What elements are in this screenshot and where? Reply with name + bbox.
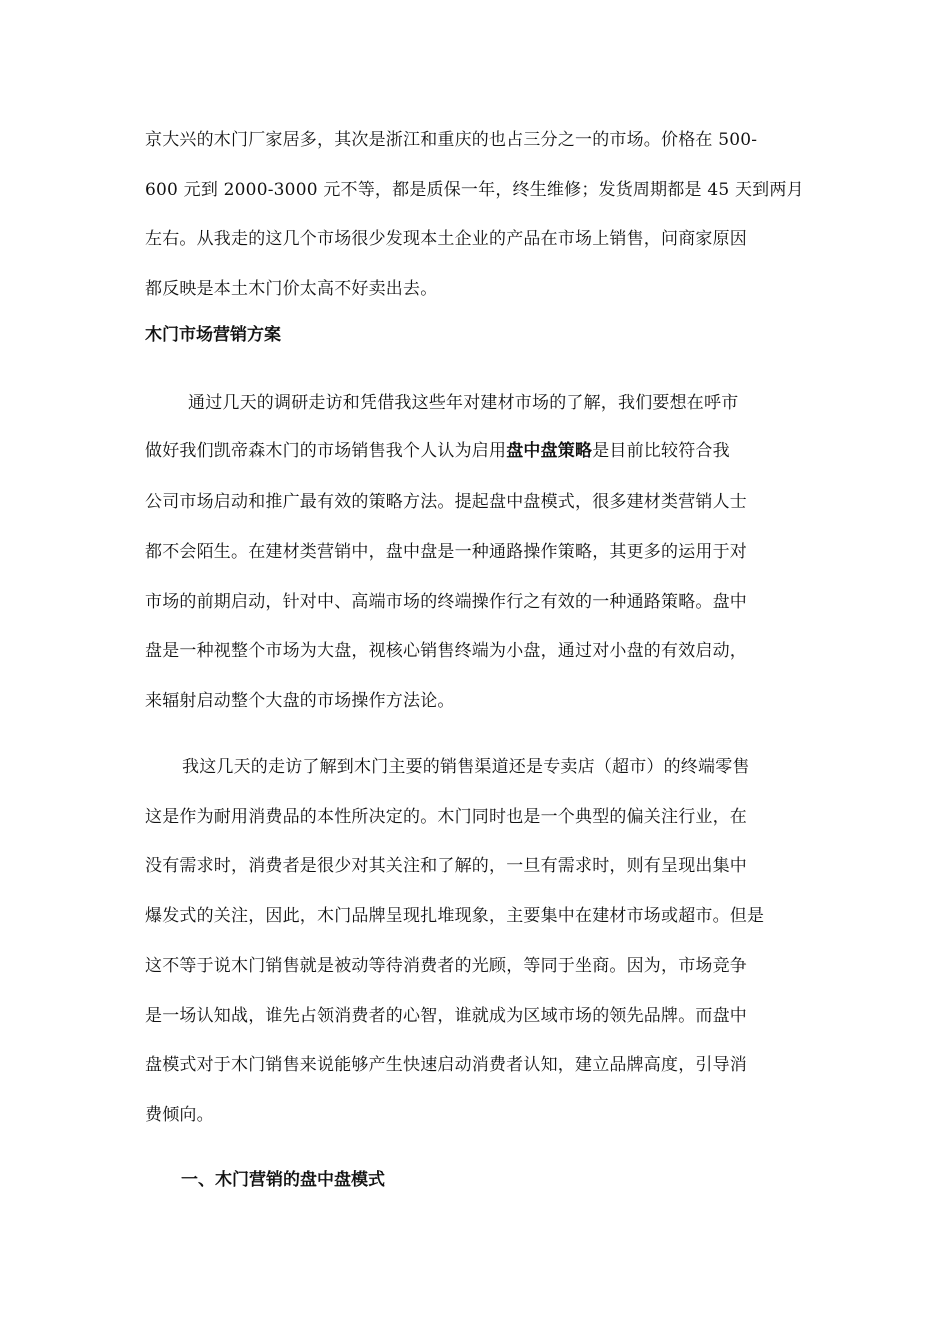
section-heading: 木门市场营销方案 xyxy=(145,325,281,345)
text-line: 都反映是本土木门价太高不好卖出去。 xyxy=(145,279,438,299)
section-heading: 一、木门营销的盘中盘模式 xyxy=(181,1170,385,1190)
text-line: 这不等于说木门销售就是被动等待消费者的光顾，等同于坐商。因为，市场竞争 xyxy=(145,956,747,976)
text-line: 这是作为耐用消费品的本性所决定的。木门同时也是一个典型的偏关注行业，在 xyxy=(145,807,747,827)
text-line: 京大兴的木门厂家居多，其次是浙江和重庆的也占三分之一的市场。价格在 500- xyxy=(145,130,758,150)
text-line: 是一场认知战，谁先占领消费者的心智，谁就成为区域市场的领先品牌。而盘中 xyxy=(145,1006,747,1026)
text-line: 来辐射启动整个大盘的市场操作方法论。 xyxy=(145,691,455,711)
text-line: 费倾向。 xyxy=(145,1105,214,1125)
text-line: 公司市场启动和推广最有效的策略方法。提起盘中盘模式，很多建材类营销人士 xyxy=(145,492,747,512)
text-run: 做好我们凯帝森木门的市场销售我个人认为启用 xyxy=(145,441,507,461)
text-line xyxy=(145,436,730,461)
text-line: 通过几天的调研走访和凭借我这些年对建材市场的了解，我们要想在呼市 xyxy=(188,393,739,413)
text-line: 没有需求时，消费者是很少对其关注和了解的，一旦有需求时，则有呈现出集中 xyxy=(145,856,747,876)
text-line: 市场的前期启动，针对中、高端市场的终端操作行之有效的一种通路策略。盘中 xyxy=(145,592,747,612)
text-line: 爆发式的关注，因此，木门品牌呈现扎堆现象，主要集中在建材市场或超市。但是 xyxy=(145,906,765,926)
text-line: 都不会陌生。在建材类营销中，盘中盘是一种通路操作策略，其更多的运用于对 xyxy=(145,542,747,562)
text-run: 是目前比较符合我 xyxy=(592,441,730,461)
text-line: 盘模式对于木门销售来说能够产生快速启动消费者认知，建立品牌高度，引导消 xyxy=(145,1055,747,1075)
emphasis-text: 盘中盘策略 xyxy=(506,441,593,461)
text-line: 盘是一种视整个市场为大盘，视核心销售终端为小盘，通过对小盘的有效启动， xyxy=(145,641,747,661)
text-line: 600 元到 2000-3000 元不等，都是质保一年，终生维修；发货周期都是 45 天到两月 xyxy=(145,180,804,200)
text-line: 左右。从我走的这几个市场很少发现本土企业的产品在市场上销售，问商家原因 xyxy=(145,229,747,249)
text-line: 我这几天的走访了解到木门主要的销售渠道还是专卖店（超市）的终端零售 xyxy=(182,757,750,777)
